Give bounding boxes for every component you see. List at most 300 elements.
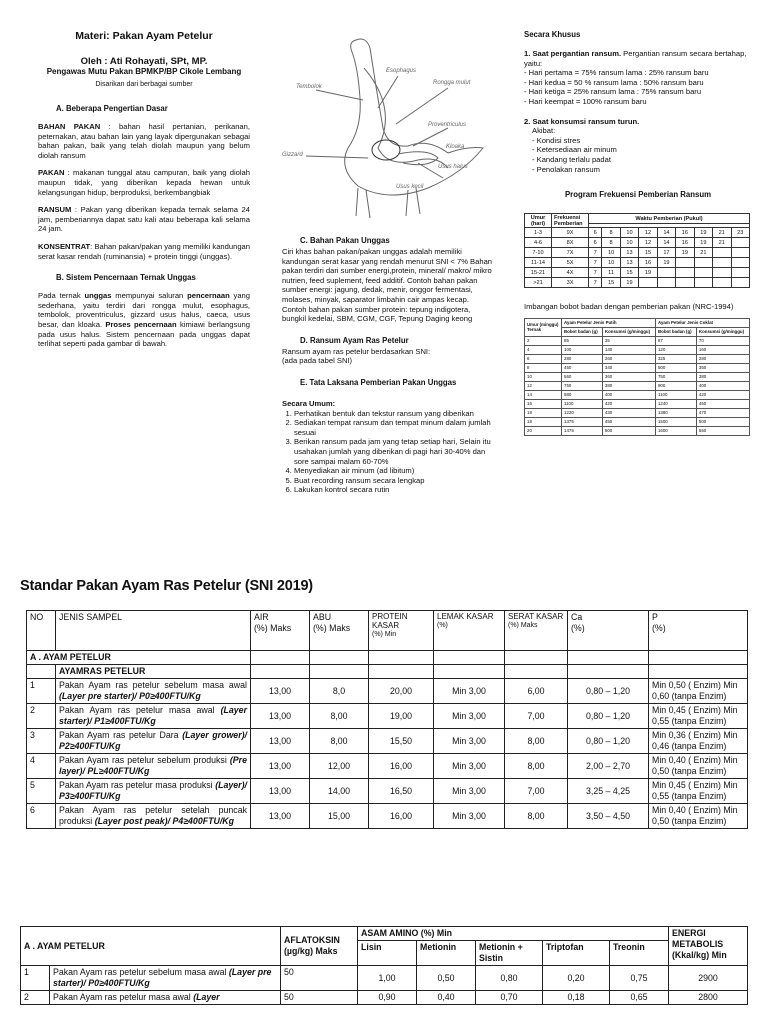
section-d-body: Ransum ayam ras petelur berdasarkan SNI: (ada pada tabel SNI) [282,346,431,366]
sni2-cell-met: 0,50 [417,966,476,991]
sketch-label-proventriculus: Proventriculus [428,122,467,128]
freq-cell: 6 [589,238,602,248]
freq-cell: 21 [713,228,731,238]
sni-group-empty-3 [369,651,434,665]
def-konsentrat: : Bahan pakan/pakan yang memiliki kandungan serat kasar rendah (ruminansia) + protein tinggi (unggas). [38,241,250,261]
def-pakan: : makanan tunggal atau campuran, baik yang diolah maupun tidak, yang diberikan kepada hewan untuk kelangsungan hidup, berproduksi, berkembangbiak [38,168,250,197]
freq-cell [657,278,675,288]
sni-cell-abu: 12,00 [310,754,369,779]
materi-title: Materi: Pakan Ayam Petelur [75,30,213,42]
bw-cell: 325 [655,354,696,363]
sni-jenis-tag: (Layer pre starter) [59,691,135,701]
sni-cell-jenis [56,704,251,729]
freq-cell: 19 [657,258,675,268]
freq-cell [694,258,712,268]
sni-cell-no: 2 [27,704,56,729]
bw-cell: 280 [696,354,749,363]
section-e-heading: E. Tata Laksana Pemberian Pakan Unggas [300,377,457,387]
sni2-h-asam: ASAM AMINO (%) Min [358,927,669,941]
sni-jenis-tag: (Layer grower) [182,730,245,740]
p2-item-4: - Penolakan ransum [532,165,752,175]
sni-h-air-label: AIR [254,612,269,622]
freq-cell: 8 [602,228,620,238]
freq-cell [713,248,731,258]
sni-cell-protein: 15,50 [369,729,434,754]
b-text-2: mempunyai saluran [111,291,188,301]
freq-cell: 10 [602,258,620,268]
p1-item-3: - Hari ketiga = 25% ransum lama : 75% ransum baru [524,87,752,97]
sni-row [27,779,748,804]
sni-cell-ca: 0,80 – 1,20 [568,704,649,729]
bw-h-putih: Ayam Petelur Jenis Putih [562,318,656,327]
sni2-cell-em: 2800 [669,991,748,1005]
bw-h-kons-1: Konsumsi (g/minggu) [602,327,655,336]
sni-cell-jenis [56,779,251,804]
freq-cell: 8 [602,238,620,248]
bw-cell: 430 [602,408,655,417]
freq-cell: 12 [639,228,657,238]
sni2-cell-lisin: 0,90 [358,991,417,1005]
sni-cell-ca: 3,50 – 4,50 [568,804,649,829]
bw-h-umur-text: Umur (minggu) [527,322,559,328]
sni-sub-empty-4 [434,665,505,679]
bw-cell: 2 [525,336,562,345]
bw-cell: 750 [562,381,603,390]
sni-h-jenis: JENIS SAMPEL [56,611,251,651]
digestive-system-sketch [278,28,498,228]
sni-jenis-name: Pakan Ayam ras petelur masa produksi [59,780,213,790]
sni-group-empty-6 [568,651,649,665]
bw-cell: 87 [655,336,696,345]
sni2-cell-em: 2900 [669,966,748,991]
khusus-p2-akibat: Akibat: [532,126,556,136]
bw-cell: 35 [602,336,655,345]
p2-item-1: - Kondisi stres [532,136,752,146]
bw-cell: 550 [696,426,749,435]
sni2-group: A . AYAM PETELUR [21,927,281,966]
sni-cell-p: Min 0,40 ( Enzim) Min 0,50 (tanpa Enzim) [649,754,748,779]
bw-cell: 1475 [562,426,603,435]
sni-jenis-name: Pakan Ayam ras petelur setelah puncak produksi [59,805,247,826]
bw-cell: 380 [602,381,655,390]
sni-cell-air: 13,00 [251,779,310,804]
p1-item-4: - Hari keempat = 100% ransum baru [524,97,752,107]
sni-cell-protein: 16,00 [369,804,434,829]
section-e-list [282,409,494,495]
bw-cell: 1380 [655,408,696,417]
e-item-6: 6. Lakukan kontrol secara rutin [294,485,494,495]
bw-cell: 140 [602,345,655,354]
sni-h-protein-label: PROTEIN KASAR [372,612,408,630]
term-ransum: RANSUM [38,205,72,215]
bw-cell: 450 [602,417,655,426]
sni2-cell-lisin: 1,00 [358,966,417,991]
sni-h-lemak-unit: (%) [437,622,448,629]
sni-cell-abu: 8,00 [310,704,369,729]
sni2-cell-trip: 0,20 [543,966,610,991]
sni-cell-no: 1 [27,679,56,704]
freq-cell: 5X [552,258,589,268]
bw-cell: 400 [602,390,655,399]
sni-row [27,804,748,829]
sni-subgroup: AYAMRAS PETELUR [56,665,251,679]
freq-cell: 10 [602,248,620,258]
sni-cell-no: 4 [27,754,56,779]
sni-cell-ca: 0,80 – 1,20 [568,679,649,704]
freq-row [525,268,750,278]
bw-cell: 120 [655,345,696,354]
bw-row [525,399,750,408]
sni2-cell-trip: 0,18 [543,991,610,1005]
sni-cell-lemak: Min 3,00 [434,704,505,729]
sni-h-serat [505,611,568,651]
sni2-cell-afla: 50 [281,966,358,991]
bw-caption: Imbangan bobot badan dengan pemberian pakan (NRC-1994) [524,302,734,312]
sni-cell-lemak: Min 3,00 [434,729,505,754]
e-item-3: 3. Berikan ransum pada jam yang tetap setiap hari, Selain itu usahakan jumlah yang diberikan di pagi hari 30-40% dan sore sampai malam 60-70% [294,437,494,466]
freq-cell: >21 [525,278,552,288]
sni-cell-serat: 7,00 [505,779,568,804]
freq-cell: 11 [602,268,620,278]
freq-cell: 9X [552,228,589,238]
sni-jenis-name: Pakan Ayam ras petelur sebelum masa awal [59,680,247,690]
freq-cell: 15 [602,278,620,288]
sni-sub-empty-2 [310,665,369,679]
freq-h-waktu: Waktu Pemberian (Pukul) [589,214,750,224]
sni2-h-afla: AFLATOKSIN (µg/kg) Maks [281,927,358,966]
bw-cell: 350 [696,363,749,372]
bw-row [525,381,750,390]
sni-cell-abu: 8,0 [310,679,369,704]
bw-row [525,417,750,426]
sni-group-empty-2 [310,651,369,665]
section-a-body [38,122,250,261]
sni-h-no: NO [27,611,56,651]
sni-h-p-label: P [652,612,658,622]
sni-h-lemak-label: LEMAK KASAR [437,612,494,621]
sketch-label-usus-halus: Usus halus [438,164,468,170]
bw-cell: 880 [562,390,603,399]
bw-h-kons-2: Konsumsi (g/minggu) [696,327,749,336]
sni-cell-serat: 8,00 [505,729,568,754]
bw-cell: 1375 [562,417,603,426]
sni-sub-empty-no [27,665,56,679]
sni-cell-protein: 19,00 [369,704,434,729]
sni-h-protein [369,611,434,651]
bw-cell: 750 [655,372,696,381]
section-a-heading: A. Beberapa Pengertian Dasar [56,104,168,113]
author-name: Oleh : Ati Rohayati, SPt, MP. [80,56,208,67]
sketch-label-kloaka: Kloaka [446,144,465,150]
sni-h-serat-unit: (%) Maks [508,622,538,629]
sni-table-2 [20,926,748,1005]
sni-h-p-unit: (%) [652,623,666,633]
freq-cell [731,258,749,268]
sni-jenis-code: / PL≥400FTU/Kg [82,766,150,776]
sni-sub-empty-3 [369,665,434,679]
sni2-cell-metsis: 0,80 [476,966,543,991]
b-bold-1: unggas [84,291,112,301]
bw-cell: 500 [602,426,655,435]
bw-cell: 1240 [655,399,696,408]
khusus-p1-text: Pergantian ransum secara bertahap, yaitu: [524,49,747,68]
freq-cell: 19 [676,248,694,258]
bw-cell: 900 [655,381,696,390]
freq-cell [731,278,749,288]
sni-table-1 [26,610,748,829]
sni-cell-ca: 0,80 – 1,20 [568,729,649,754]
b-bold-3: Proses pencernaan [105,319,177,329]
term-pakan: PAKAN [38,168,65,178]
sni-h-serat-label: SERAT KASAR [508,612,564,621]
sni-group: A . AYAM PETELUR [27,651,251,665]
bw-cell: 1600 [655,426,696,435]
sni-h-protein-unit: (%) Min [372,631,397,638]
sni-jenis-name: Pakan Ayam ras petelur sebelum produksi [59,755,227,765]
bw-row [525,345,750,354]
bw-row [525,336,750,345]
bw-row [525,363,750,372]
khusus-p1-title: 1. Saat pergantian ransum. [524,49,622,58]
sni2-h-triptofan: Triptofan [543,941,610,966]
bw-cell: 70 [696,336,749,345]
freq-cell [639,278,657,288]
source-note: Disarikan dari berbagai sumber [95,81,193,88]
p1-item-2: - Hari kedua = 50 % ransum lama : 50% ransum baru [524,78,752,88]
middle-column [282,236,494,495]
bw-cell: 18 [525,408,562,417]
sni-sub-empty-7 [649,665,748,679]
sni-cell-abu: 15,00 [310,804,369,829]
bw-row [525,372,750,381]
freq-cell [731,238,749,248]
bw-h-coklat: Ayam Petelur Jenis Coklat [655,318,749,327]
freq-cell: 15-21 [525,268,552,278]
freq-cell: 17 [657,248,675,258]
bw-row [525,354,750,363]
sni-cell-jenis [56,804,251,829]
sni2-h-metionin: Metionin [417,941,476,966]
freq-cell [676,258,694,268]
freq-cell: 14 [657,228,675,238]
freq-cell: 10 [620,228,638,238]
sni-cell-jenis [56,729,251,754]
sni-group-empty-5 [505,651,568,665]
freq-body [525,228,750,288]
section-c-body: Ciri khas bahan pakan/pakan unggas adalah memiliki kandungan serat kasar yang rendah menurut SNI < 7% Bahan pakan terdiri dari sumber energi,protein, mineral/ makro/ mikro nutrien, feed suplement, feed additif. Contoh bahan pakan sumber energi: jagung, dedak, menir, onggor fermentasi, molases, minyak, saparator limbahin cair ampas kecap. Contoh bahan pakan sumber protein: tepung indigotera, bungkil kedelai, SBM, CGM, CGF, Tepung Daging keong [282,247,493,324]
sni-cell-air: 13,00 [251,754,310,779]
sni-h-ca-unit: (%) [571,623,585,633]
bw-cell: 1500 [655,417,696,426]
sni-jenis-code: / P2≥400FTU/Kg [59,730,247,751]
sni-cell-air: 13,00 [251,704,310,729]
freq-h-frek: Frekuensi Pemberian [552,214,589,228]
freq-cell: 8X [552,238,589,248]
sni-cell-lemak: Min 3,00 [434,679,505,704]
sni-jenis-tag: (Layer post peak) [94,816,168,826]
sni2-body [21,966,748,1005]
sni-cell-protein: 20,00 [369,679,434,704]
freq-cell: 12 [639,238,657,248]
sni-cell-serat: 6,00 [505,679,568,704]
freq-cell: 19 [620,278,638,288]
bw-cell: 12 [525,381,562,390]
sni-h-abu-label: ABU [313,612,332,622]
bw-cell: 500 [655,363,696,372]
bw-cell: 470 [696,408,749,417]
sni-cell-serat: 8,00 [505,754,568,779]
p2-item-2: - Ketersediaan air minum [532,145,752,155]
sni-row [27,704,748,729]
sni-jenis-name: Pakan Ayam ras petelur masa awal [59,705,215,715]
sni-jenis-code: / P4≥400FTU/Kg [167,816,234,826]
sni-cell-protein: 16,50 [369,779,434,804]
sni2-h-lisin: Lisin [358,941,417,966]
sni-h-abu-unit: (%) Maks [313,623,351,633]
sni2-cell-no: 2 [21,991,50,1005]
sni-h-ca-label: Ca [571,612,583,622]
bw-row [525,426,750,435]
b-text-3: yang sederhana, yaitu terdiri dari rongga mulut, esophagus, tembolok, proventriculus, gizzard usus halus, caeca, usus besar, dan kloaka. [38,291,250,329]
bw-cell: 1100 [562,399,603,408]
khusus-p2-title: 2. Saat konsumsi ransum turun. [524,116,640,126]
freq-cell [676,278,694,288]
sni2-cell-jenis [50,966,281,991]
sketch-label-tembolok: Tembolok [296,84,322,90]
freq-cell: 3X [552,278,589,288]
sni2-row [21,966,748,991]
sni-sub-empty-1 [251,665,310,679]
sni2-jenis-name: Pakan Ayam ras petelur sebelum masa awal [53,967,227,977]
bw-h-umur [525,318,562,336]
sni-jenis-code: / P3≥400FTU/Kg [59,780,247,801]
sni-cell-air: 13,00 [251,729,310,754]
section-b-body [38,291,250,349]
sni-jenis-code: / P1≥400FTU/Kg [89,716,156,726]
bw-h-bobot-1: Bobot badan (g) [562,327,603,336]
freq-cell: 16 [676,238,694,248]
sni-cell-protein: 16,00 [369,754,434,779]
sni-cell-ca: 3,25 – 4,25 [568,779,649,804]
sni-group-empty-4 [434,651,505,665]
freq-cell: 19 [694,228,712,238]
sni-cell-p: Min 0,36 ( Enzim) Min 0,46 (tanpa Enzim) [649,729,748,754]
sni-cell-abu: 8,00 [310,729,369,754]
sni-row [27,679,748,704]
freq-cell [713,268,731,278]
sni-title: Standar Pakan Ayam Ras Petelur (SNI 2019) [20,578,313,594]
bw-cell: 14 [525,390,562,399]
sni-cell-p: Min 0,45 ( Enzim) Min 0,55 (tanpa Enzim) [649,704,748,729]
bw-cell: 160 [696,345,749,354]
sni-row [27,729,748,754]
e-item-5: 5. Buat recording ransum secara lengkap [294,476,494,486]
freq-row [525,238,750,248]
e-item-4: 4. Menyediakan air minum (ad libitum) [294,466,494,476]
sni-cell-jenis [56,754,251,779]
sni-row [27,754,748,779]
freq-cell: 7X [552,248,589,258]
sni-cell-p: Min 0,45 ( Enzim) Min 0,55 (tanpa Enzim) [649,779,748,804]
author-role: Pengawas Mutu Pakan BPMKP/BP Cikole Lembang [46,67,242,76]
sni-h-air-unit: (%) Maks [254,623,292,633]
bw-body [525,336,750,435]
freq-cell [713,278,731,288]
bw-cell: 560 [562,372,603,381]
bw-cell: 6 [525,354,562,363]
bw-h-bobot-2: Bobot badan (g) [655,327,696,336]
sni-h-p [649,611,748,651]
bw-cell: 500 [696,417,749,426]
sni2-cell-afla: 50 [281,991,358,1005]
bw-cell: 85 [562,336,603,345]
khusus-heading: Secara Khusus [524,30,581,39]
bw-cell: 18 [525,417,562,426]
sni-group-empty-1 [251,651,310,665]
e-item-2: 2. Sediakan tempat ransum dan tempat minum dalam jumlah sesuai [294,418,494,437]
sni2-cell-metsis: 0,70 [476,991,543,1005]
section-e-umum: Secara Umum: [282,398,336,408]
left-column [38,30,250,349]
right-column [524,30,752,436]
freq-cell [657,268,675,278]
p1-item-1: - Hari pertama = 75% ransum lama : 25% ransum baru [524,68,752,78]
sni-sub-empty-5 [505,665,568,679]
freq-h-umur: Umur (hari) [525,214,552,228]
khusus-p1-list [524,68,752,106]
bw-cell: 1100 [655,390,696,399]
sni-h-ca [568,611,649,651]
sni-cell-abu: 14,00 [310,779,369,804]
freq-row [525,278,750,288]
section-b-heading: B. Sistem Pencernaan Ternak Unggas [56,273,196,283]
section-d-heading: D. Ransum Ayam Ras Petelur [300,335,409,345]
bw-row [525,408,750,417]
freq-cell: 11-14 [525,258,552,268]
bw-cell: 4 [525,345,562,354]
sni-cell-lemak: Min 3,00 [434,804,505,829]
sni-h-air [251,611,310,651]
sni-h-abu [310,611,369,651]
freq-cell [694,278,712,288]
sketch-label-usus-kecil: Usus kecil [396,184,424,190]
freq-cell: 21 [694,248,712,258]
sni-cell-no: 5 [27,779,56,804]
sni2-h-treonin: Treonin [610,941,669,966]
bw-cell: 280 [562,354,603,363]
sketch-label-esophagus: Esophagus [386,68,417,74]
sni2-jenis-name: Pakan Ayam ras petelur masa awal [53,992,191,1002]
b-text-4: kimiawi berlangsung pada usus halus. Sistem pencernaan pada unggas dapat terlihat seperti pada gambar di bawah. [38,319,250,349]
freq-cell: 21 [713,238,731,248]
bw-cell: 340 [602,363,655,372]
freq-cell: 6 [589,228,602,238]
freq-cell [676,268,694,278]
sni-body [27,679,748,829]
sni-cell-p: Min 0,40 ( Enzim) Min 0,50 (tanpa Enzim) [649,804,748,829]
freq-cell: 23 [731,228,749,238]
freq-cell: 10 [620,238,638,248]
sni2-cell-met: 0,40 [417,991,476,1005]
freq-cell: 16 [639,258,657,268]
sni2-row [21,991,748,1005]
bw-h-ternak-text: Ternak [527,327,542,333]
freq-cell: 7 [589,268,602,278]
def-bahan-pakan: : bahan hasil pertanian, perikanan, peternakan, atau bahan lain yang layak dipergunakan sebagai bahan pakan, baik yang telah diolah maupun yang belum diolah ransum [38,122,250,160]
freq-cell: 19 [639,268,657,278]
sni2-cell-no: 1 [21,966,50,991]
freq-row [525,228,750,238]
